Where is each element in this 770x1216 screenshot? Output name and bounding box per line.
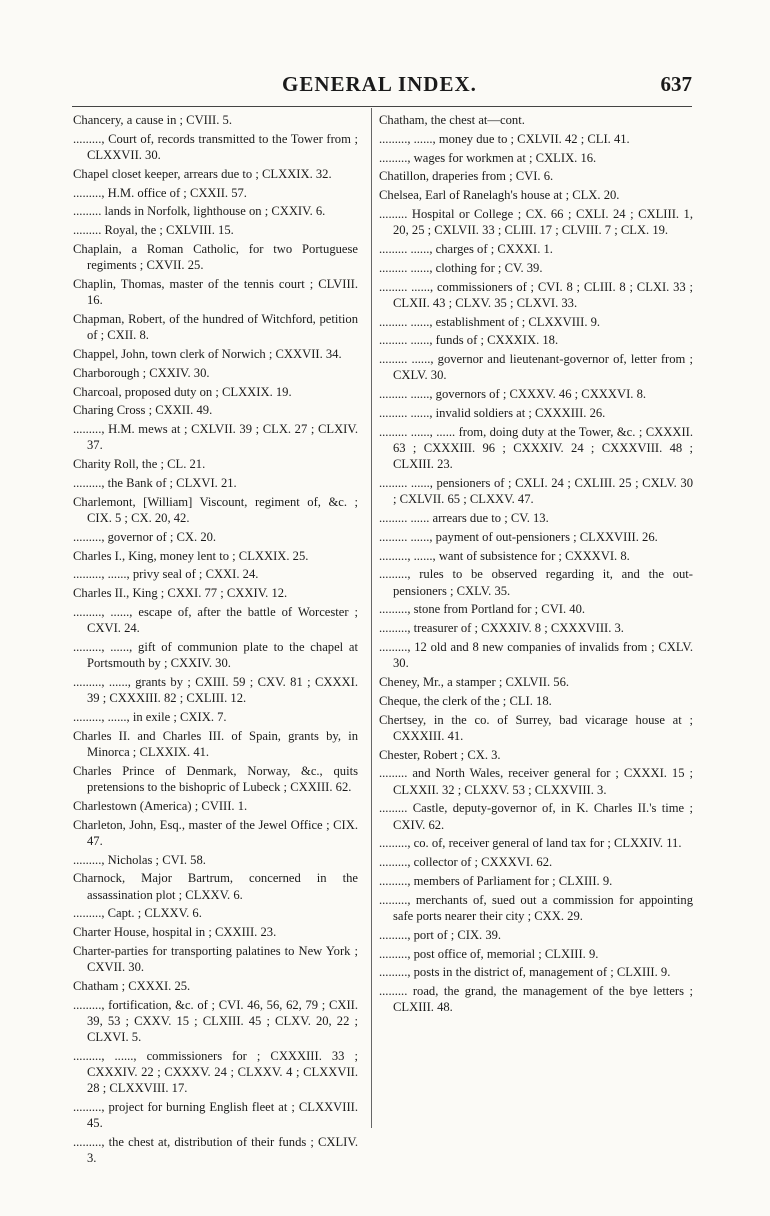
index-entry: Chaplain, a Roman Catholic, for two Portuguese regiments ; CXVII. 25. [73, 241, 358, 273]
index-entry: Charing Cross ; CXXII. 49. [73, 403, 213, 418]
index-entry: ........., merchants of, sued out a commission for appointing safe ports nearer their city ; CXX. 29. [379, 892, 693, 923]
index-entry: ......... Castle, deputy-governor of, in K. Charles II.'s time ; CXIV. 62. [379, 801, 693, 832]
index-entry: Cheney, Mr., a stamper ; CXLVII. 56. [379, 674, 570, 689]
index-entry: ........., rules to be observed regarding it, and the out-pensioners ; CXLV. 35. [379, 567, 693, 598]
index-entry: ........., ......, commissioners for ; CXXXIII. 33 ; CXXXIV. 22 ; CXXXV. 24 ; CLXXV. 4 ; CLXXVII. 28 ; CLXXVIII. 17. [73, 1048, 358, 1096]
index-entry: ........., co. of, receiver general of land tax for ; CLXXIV. 11. [379, 836, 682, 851]
index-entry: ........., ......, money due to ; CXLVII. 42 ; CLI. 41. [379, 131, 630, 146]
index-entry: ......... ......, charges of ; CXXXI. 1. [379, 241, 553, 256]
index-entry: Chatillon, draperies from ; CVI. 6. [379, 169, 554, 184]
index-entry: ........., posts in the district of, management of ; CLXIII. 9. [379, 965, 671, 980]
index-entry: ......... ......, pensioners of ; CXLI. 24 ; CXLIII. 25 ; CXLV. 30 ; CXLVII. 65 ; CLXXV. 47. [379, 475, 693, 507]
index-entry: ......... ......, establishment of ; CLXXVIII. 9. [379, 314, 601, 329]
index-entry: ........., H.M. office of ; CXXII. 57. [73, 185, 247, 200]
index-entry: ........., fortification, &c. of ; CVI. 46, 56, 62, 79 ; CXII. 39, 53 ; CXXV. 15 ; CLXIII. 45 ; CLXV. 20, 22 ; CLXVI. 5. [73, 997, 358, 1045]
index-entry: ......... ...... arrears due to ; CV. 13. [379, 510, 549, 525]
index-entry: ........., ......, gift of communion plate to the chapel at Portsmouth by ; CXXIV. 30. [73, 639, 358, 671]
index-entry: Cheque, the clerk of the ; CLI. 18. [379, 693, 552, 708]
index-entry: ........., project for burning English fleet at ; CLXXVIII. 45. [73, 1100, 358, 1131]
index-entry: ........., 12 old and 8 new companies of invalids from ; CXLV. 30. [379, 639, 693, 671]
index-entry: Charles II., King ; CXXI. 77 ; CXXIV. 12. [73, 586, 288, 601]
index-entry: ........., ......, want of subsistence for ; CXXXVI. 8. [379, 548, 630, 563]
index-entry: Charleton, John, Esq., master of the Jewel Office ; CIX. 47. [73, 817, 358, 848]
index-entry: ........., the chest at, distribution of their funds ; CXLIV. 3. [73, 1135, 358, 1166]
index-entry: ........., wages for workmen at ; CXLIX. 16. [379, 150, 597, 165]
index-entry: ........., treasurer of ; CXXXIV. 8 ; CXXXVIII. 3. [379, 621, 624, 636]
left-column [73, 112, 358, 1169]
index-entry: Charlestown (America) ; CVIII. 1. [73, 798, 248, 813]
index-entry: ........., ......, escape of, after the battle of Worcester ; CXVI. 24. [73, 604, 358, 636]
index-entry: Chapel closet keeper, arrears due to ; CLXXIX. 32. [73, 166, 332, 181]
index-entry: ......... road, the grand, the management of the bye letters ; CLXIII. 48. [379, 984, 693, 1015]
index-entry: Charles Prince of Denmark, Norway, &c., quits pretensions to the bishopric of Lubeck ; CXXIII. 62. [73, 763, 358, 794]
index-entry: Chancery, a cause in ; CVIII. 5. [73, 113, 232, 127]
index-entry: ......... Royal, the ; CXLVIII. 15. [73, 223, 234, 238]
column-divider [371, 108, 372, 1128]
index-entry: ........., governor of ; CX. 20. [73, 529, 217, 544]
right-column [379, 112, 693, 1018]
page-number: 637 [660, 72, 692, 96]
page-header [72, 72, 692, 102]
index-entry: ........., stone from Portland for ; CVI. 40. [379, 602, 586, 617]
index-entry: ........., the Bank of ; CLXVI. 21. [73, 475, 237, 490]
index-entry: ......... ......, invalid soldiers at ; CXXXIII. 26. [379, 405, 606, 420]
index-entry: ........., collector of ; CXXXVI. 62. [379, 855, 553, 870]
index-entry: ........., Capt. ; CLXXV. 6. [73, 906, 202, 921]
index-entry: ........., ......, privy seal of ; CXXI. 24. [73, 567, 259, 582]
index-entry: Charter House, hospital in ; CXXIII. 23. [73, 925, 277, 940]
index-entry: Charnock, Major Bartrum, concerned in the assassination plot ; CLXXV. 6. [73, 871, 358, 902]
index-entry: Chapman, Robert, of the hundred of Witchford, petition of ; CXII. 8. [73, 311, 358, 343]
index-entry: ......... ......, clothing for ; CV. 39. [379, 260, 543, 275]
index-entry: Charter-parties for transporting palatines to New York ; CXVII. 30. [73, 943, 358, 975]
running-title: GENERAL INDEX. [282, 72, 477, 96]
index-entry: ......... ......, governors of ; CXXXV. 46 ; CXXXVI. 8. [379, 387, 647, 402]
index-entry: Chertsey, in the co. of Surrey, bad vicarage house at ; CXXXIII. 41. [379, 712, 693, 743]
index-entry: ........., Court of, records transmitted to the Tower from ; CLXXVII. 30. [73, 131, 358, 162]
index-entry: Chester, Robert ; CX. 3. [379, 747, 501, 762]
index-entry: ........., port of ; CIX. 39. [379, 927, 502, 942]
index-entry: ........., ......, grants by ; CXIII. 59 ; CXV. 81 ; CXXXI. 39 ; CXXXIII. 82 ; CXLIII. 12. [73, 674, 358, 706]
index-entry: ......... and North Wales, receiver general for ; CXXXI. 15 ; CLXXII. 32 ; CLXXV. 53 ; CLXXVIII. 3. [379, 766, 693, 797]
index-entry: ......... ......, payment of out-pensioners ; CLXXVIII. 26. [379, 529, 658, 544]
index-entry: ........., post office of, memorial ; CLXIII. 9. [379, 946, 599, 961]
index-entry: ......... ......, ...... from, doing duty at the Tower, &c. ; CXXXII. 63 ; CXXXIII. 96 ; CXXXIV. 24 ; CXXXVIII. 48 ; CLXIII. 23. [379, 424, 693, 472]
index-entry: ........., H.M. mews at ; CXLVII. 39 ; CLX. 27 ; CLXIV. 37. [73, 422, 358, 453]
index-entry: Charles II. and Charles III. of Spain, grants by, in Minorca ; CLXXIX. 41. [73, 728, 358, 759]
index-entry: ......... lands in Norfolk, lighthouse on ; CXXIV. 6. [73, 204, 326, 219]
index-entry: Charlemont, [William] Viscount, regiment of, &c. ; CIX. 5 ; CX. 20, 42. [73, 494, 358, 525]
index-entry: Chaplin, Thomas, master of the tennis court ; CLVIII. 16. [73, 276, 358, 308]
index-entry: ......... Hospital or College ; CX. 66 ; CXLI. 24 ; CXLIII. 1, 20, 25 ; CXLVII. 33 ; CLIII. 17 ; CLVIII. 7 ; CLX. 19. [379, 206, 693, 238]
index-entry: ........., Nicholas ; CVI. 58. [73, 852, 206, 867]
index-entry: Chatham ; CXXXI. 25. [73, 978, 191, 993]
index-entry: Chappel, John, town clerk of Norwich ; CXXVII. 34. [73, 346, 342, 361]
index-entry: ......... ......, governor and lieutenant-governor of, letter from ; CXLV. 30. [379, 352, 693, 383]
index-entry: Chelsea, Earl of Ranelagh's house at ; CLX. 20. [379, 188, 620, 203]
index-entry: Charcoal, proposed duty on ; CLXXIX. 19. [73, 384, 292, 399]
index-entry: ......... ......, commissioners of ; CVI. 8 ; CLIII. 8 ; CLXI. 33 ; CLXII. 43 ; CLXV. 35 ; CLXVI. 33. [379, 279, 693, 310]
index-entry: Charles I., King, money lent to ; CLXXIX. 25. [73, 548, 309, 563]
header-rule [72, 106, 692, 107]
index-entry: Charborough ; CXXIV. 30. [73, 365, 210, 380]
index-entry: Chatham, the chest at—cont. [379, 113, 525, 127]
index-entry: ......... ......, funds of ; CXXXIX. 18. [379, 333, 559, 348]
index-entry: ........., ......, in exile ; CXIX. 7. [73, 709, 227, 724]
index-entry: Charity Roll, the ; CL. 21. [73, 457, 206, 472]
index-entry: ........., members of Parliament for ; CLXIII. 9. [379, 873, 613, 888]
